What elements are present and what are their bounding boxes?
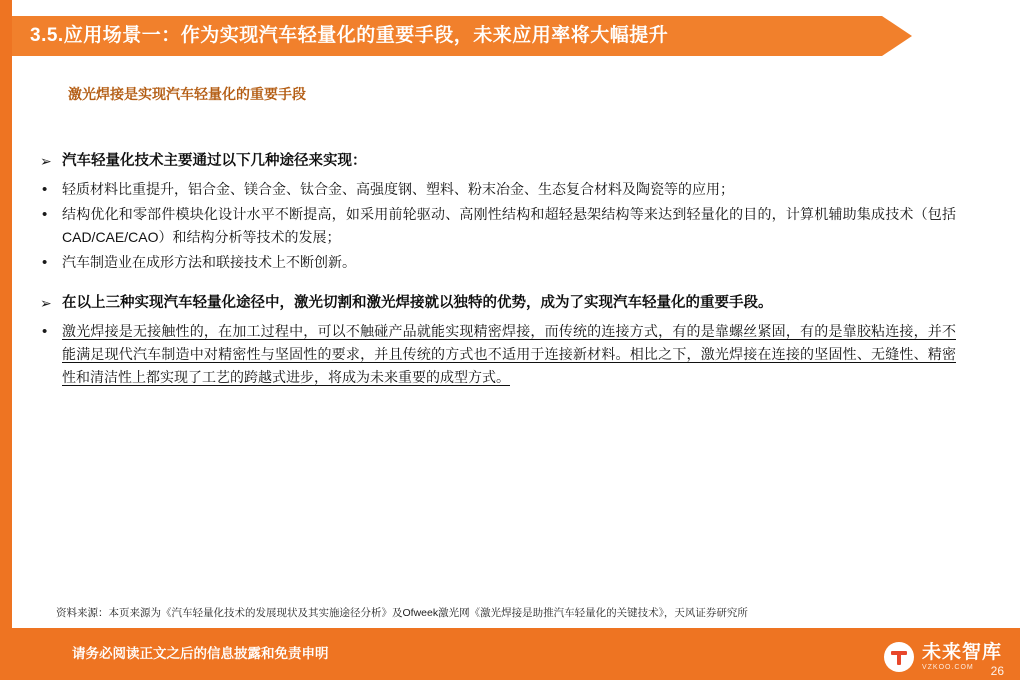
arrow-bullet-icon: ➢ (40, 153, 52, 169)
bullet-heading (36, 292, 956, 314)
list-item (36, 203, 956, 249)
watermark-subtitle: VZKOO.COM (921, 663, 974, 671)
page-number: 26 (990, 664, 1004, 678)
slide-header (12, 16, 912, 56)
arrow-bullet-icon: ➢ (40, 295, 52, 311)
section-subheading: 激光焊接是实现汽车轻量化的重要手段 (68, 86, 306, 102)
spacer (36, 276, 956, 292)
list-item-text: 汽车制造业在成形方法和联接技术上不断创新。 (62, 254, 356, 270)
slide-footer (0, 628, 1020, 680)
dot-bullet-icon: • (42, 181, 48, 198)
dot-bullet-icon: • (42, 206, 48, 223)
source-note: 资料来源：本页来源为《汽车轻量化技术的发展现状及其实施途径分析》及Ofweek激光网《激光焊接是助推汽车轻量化的关键技术》，天风证券研究所 (56, 607, 748, 619)
bullet-heading-text: 汽车轻量化技术主要通过以下几种途径来实现： (62, 153, 367, 169)
dot-bullet-icon: • (42, 323, 48, 340)
watermark-logo-icon (884, 642, 914, 672)
page-title: 3.5.应用场景一：作为实现汽车轻量化的重要手段，未来应用率将大幅提升 (30, 25, 669, 46)
watermark (884, 642, 1002, 672)
list-item (36, 320, 956, 389)
bullet-heading-text: 在以上三种实现汽车轻量化途径中，激光切割和激光焊接就以独特的优势，成为了实现汽车轻量化的重要手段。 (62, 295, 773, 311)
list-item-text: 结构优化和零部件模块化设计水平不断提高，如采用前轮驱动、高刚性结构和超轻悬架结构等来达到轻量化的目的，计算机辅助集成技术（包括CAD/CAE/CAO）和结构分析等技术的发展； (62, 206, 956, 245)
list-item-text: 轻质材料比重提升，铝合金、镁合金、钛合金、高强度钢、塑料、粉末冶金、生态复合材料及陶瓷等的应用； (62, 181, 734, 197)
list-item (36, 251, 956, 274)
dot-bullet-icon: • (42, 254, 48, 271)
footer-disclaimer: 请务必阅读正文之后的信息披露和免责申明 (72, 646, 329, 661)
slide-body (36, 150, 956, 391)
left-accent-bar (0, 0, 12, 680)
list-item (36, 178, 956, 201)
bullet-heading (36, 150, 956, 172)
watermark-name: 未来智库 (921, 641, 1002, 663)
list-item-text: 激光焊接是无接触性的，在加工过程中，可以不触碰产品就能实现精密焊接，而传统的连接方式，有的是靠螺丝紧固，有的是靠胶粘连接，并不能满足现代汽车制造中对精密性与坚固性的要求，并且传统的方式也不适用于连接新材料。相比之下，激光焊接在连接的坚固性、无缝性、精密性和清洁性上都实现了工艺的跨越式进步，将成为未来重要的成型方式。 (62, 323, 956, 385)
